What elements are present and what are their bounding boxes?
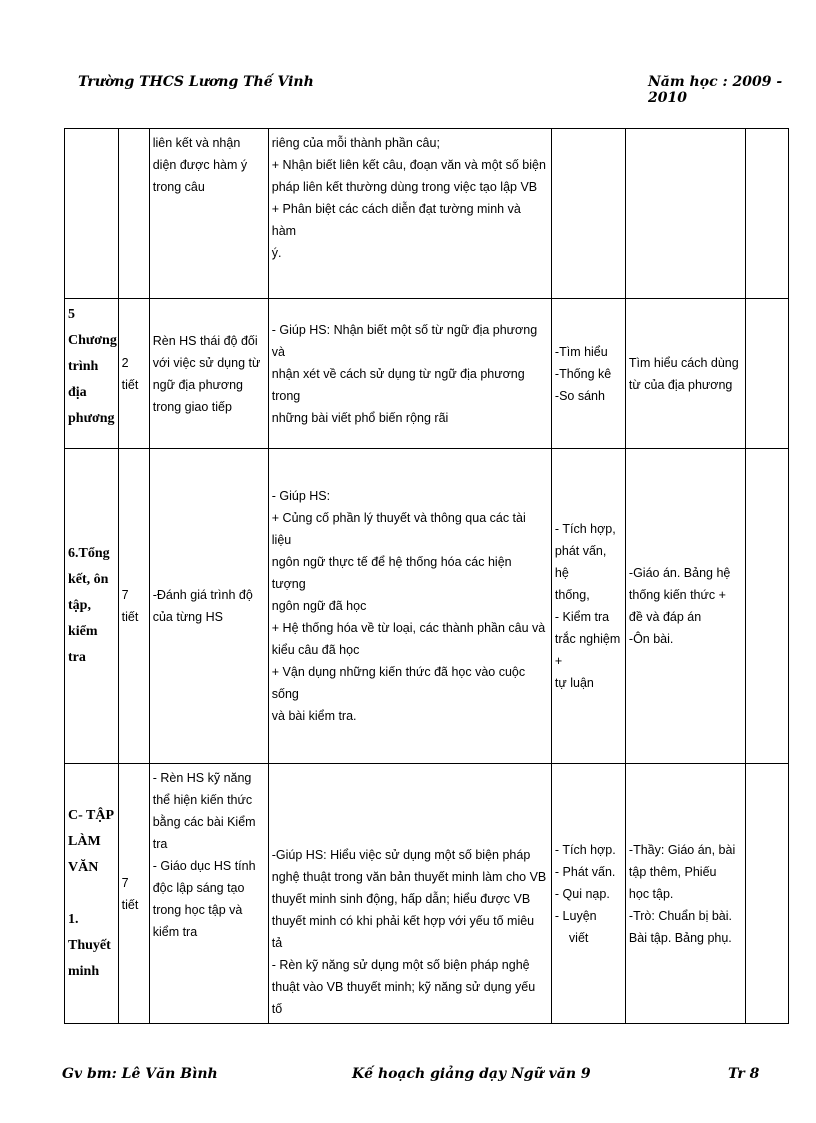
cell-goal: - Rèn HS kỹ năng thể hiện kiến thức bằng các bài Kiểm tra - Giáo dục HS tính độc lập sáng tạo trong học tập và kiểm tra: [149, 764, 268, 1024]
cell-periods: 7 tiết: [118, 449, 149, 764]
cell-method: [551, 129, 625, 299]
cell-preparation: [625, 129, 745, 299]
footer-page-number: Tr 8: [728, 1066, 760, 1082]
table-row: [65, 764, 789, 1024]
table-row: [65, 129, 789, 299]
cell-content: riêng của mỗi thành phần câu; + Nhận biết liên kết câu, đoạn văn và một số biện pháp liên kết thường dùng trong việc tạo lập VB + Phân biệt các cách diễn đạt tường minh và hàm ý.: [268, 129, 551, 299]
cell-method: -Tìm hiểu -Thống kê -So sánh: [551, 299, 625, 449]
cell-note: [746, 449, 789, 764]
cell-topic: 6.Tổng kết, ôn tập, kiểm tra: [65, 449, 119, 764]
table-row: [65, 299, 789, 449]
footer-teacher: Gv bm: Lê Văn Bình: [62, 1066, 218, 1082]
cell-preparation: Tìm hiểu cách dùng từ của địa phương: [625, 299, 745, 449]
cell-goal: -Đánh giá trình độ của từng HS: [149, 449, 268, 764]
cell-content: -Giúp HS: Hiểu việc sử dụng một số biện pháp nghệ thuật trong văn bản thuyết minh làm cho VB thuyết minh sinh động, hấp dẫn; hiểu được VB thuyết minh có khi phải kết hợp với yếu tố miêu tả - Rèn kỹ năng sử dụng một số biện pháp nghệ thuật vào VB thuyết minh; kỹ năng sử dụng yếu tố: [268, 764, 551, 1024]
cell-note: [746, 299, 789, 449]
cell-method: - Tích hợp. - Phát vấn. - Qui nạp. - Luyện viết: [551, 764, 625, 1024]
footer-plan-title: Kế hoạch giảng dạy Ngữ văn 9: [352, 1066, 591, 1082]
cell-preparation: -Thầy: Giáo án, bài tập thêm, Phiếu học tập. -Trò: Chuẩn bị bài. Bài tập. Bảng phụ.: [625, 764, 745, 1024]
cell-periods: 2 tiết: [118, 299, 149, 449]
cell-topic: 5 Chương trình địa phương: [65, 299, 119, 449]
teaching-plan-table: [64, 128, 789, 1024]
cell-method: - Tích hợp, phát vấn, hệ thống, - Kiểm tra trắc nghiệm + tự luận: [551, 449, 625, 764]
table-row: [65, 449, 789, 764]
cell-note: [746, 129, 789, 299]
cell-note: [746, 764, 789, 1024]
cell-periods: 7 tiết: [118, 764, 149, 1024]
cell-preparation: -Giáo án. Bảng hệ thống kiến thức + đề và đáp án -Ôn bài.: [625, 449, 745, 764]
cell-goal: Rèn HS thái độ đối với việc sử dụng từ ngữ địa phương trong giao tiếp: [149, 299, 268, 449]
cell-content: - Giúp HS: Nhận biết một số từ ngữ địa phương và nhận xét về cách sử dụng từ ngữ địa phương trong những bài viết phổ biến rộng rãi: [268, 299, 551, 449]
header-school: Trường THCS Lương Thế Vinh: [78, 74, 314, 90]
cell-topic: [65, 129, 119, 299]
cell-topic: C- TẬP LÀM VĂN 1. Thuyết minh: [65, 764, 119, 1024]
cell-goal: liên kết và nhận diện được hàm ý trong câu: [149, 129, 268, 299]
cell-periods: [118, 129, 149, 299]
cell-content: - Giúp HS: + Củng cố phần lý thuyết và thông qua các tài liệu ngôn ngữ thực tế để hệ thống hóa các hiện tượng ngôn ngữ đã học + Hệ thống hóa về từ loại, các thành phần câu và kiểu câu đã học + Vận dụng những kiến thức đã học vào cuộc sống và bài kiểm tra.: [268, 449, 551, 764]
header-school-year: Năm học : 2009 - 2010: [648, 74, 783, 106]
